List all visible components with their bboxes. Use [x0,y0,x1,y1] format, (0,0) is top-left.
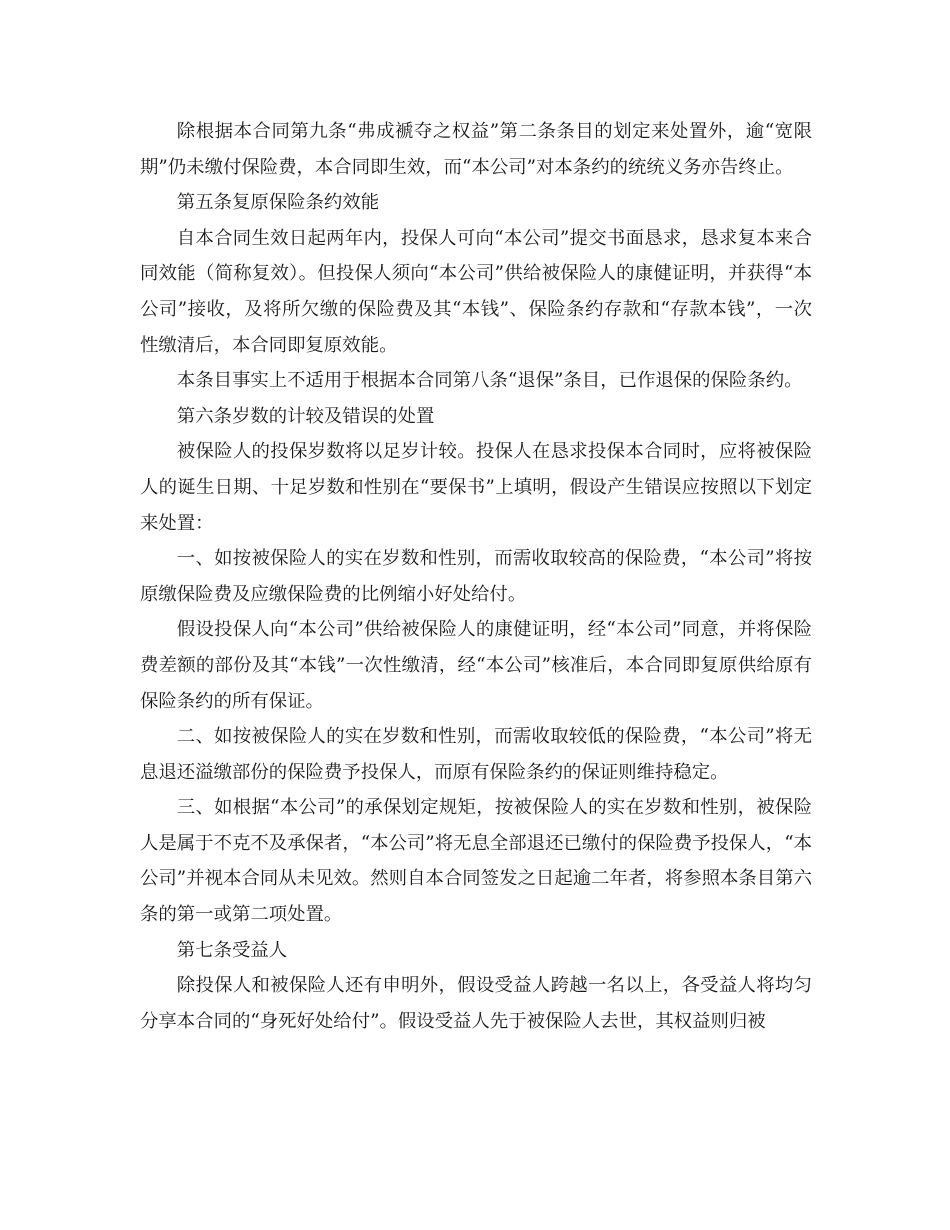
paragraph-age-error-item-3: 三、如根据“本公司”的承保划定规矩，按被保险人的实在岁数和性别，被保险人是属于不克不及承保者，“本公司”将无息全部退还已缴付的保险费予投保人，“本公司”并视本合同从未见效。然则自本合同签发之日起逾二年者，将参照本条目第六条的第一或第二项处置。 [140,797,812,926]
paragraph-reinstatement-exclusion: 本条目事实上不适用于根据本合同第八条“退保”条目，已作退保的保险条约。 [176,370,803,392]
paragraph-age-error-item-1: 一、如按被保险人的实在岁数和性别，而需收取较高的保险费，“本公司”将按原缴保险费及应缴保险费的比例缩小好处给付。 [140,548,812,605]
paragraph-lapse-termination: 除根据本合同第九条“弗成褫夺之权益”第二条条目的划定来处置外，逾“宽限期”仍未缴付保险费，本合同即生效，而“本公司”对本条约的统统义务亦告终止。 [140,121,812,178]
paragraph-age-error-item-2: 二、如按被保险人的实在岁数和性别，而需收取较低的保险费，“本公司”将无息退还溢缴部份的保险费予投保人，而原有保险条约的保证则维持稳定。 [140,726,812,783]
article-5-heading: 第五条复原保险条约效能 [176,192,380,214]
paragraph-reinstatement: 自本合同生效日起两年内，投保人可向“本公司”提交书面恳求，恳求复本来合同效能（简称复效）。但投保人须向“本公司”供给被保险人的康健证明，并获得“本公司”接收，及将所欠缴的保险费及其“本钱”、保险条约存款和“存款本钱”，一次性缴清后，本合同即复原效能。 [140,227,812,356]
paragraph-beneficiary: 除投保人和被保险人还有申明外，假设受益人跨越一名以上，各受益人将均匀分享本合同的“身死好处给付”。假设受益人先于被保险人去世，其权益则归被 [140,975,812,1032]
paragraph-age-calculation: 被保险人的投保岁数将以足岁计较。投保人在恳求投保本合同时，应将被保险人的诞生日期、十足岁数和性别在“要保书”上填明，假设产生错误应按照以下划定来处置： [140,441,812,534]
article-6-heading: 第六条岁数的计较及错误的处置 [176,405,435,427]
article-7-heading: 第七条受益人 [176,939,288,961]
paragraph-age-error-item-1-reinstate: 假设投保人向“本公司”供给被保险人的康健证明，经“本公司”同意，并将保险费差额的部份及其“本钱”一次性缴清，经“本公司”核准后，本合同即复原供给原有保险条约的所有保证。 [140,619,812,712]
document-body [140,114,812,1039]
